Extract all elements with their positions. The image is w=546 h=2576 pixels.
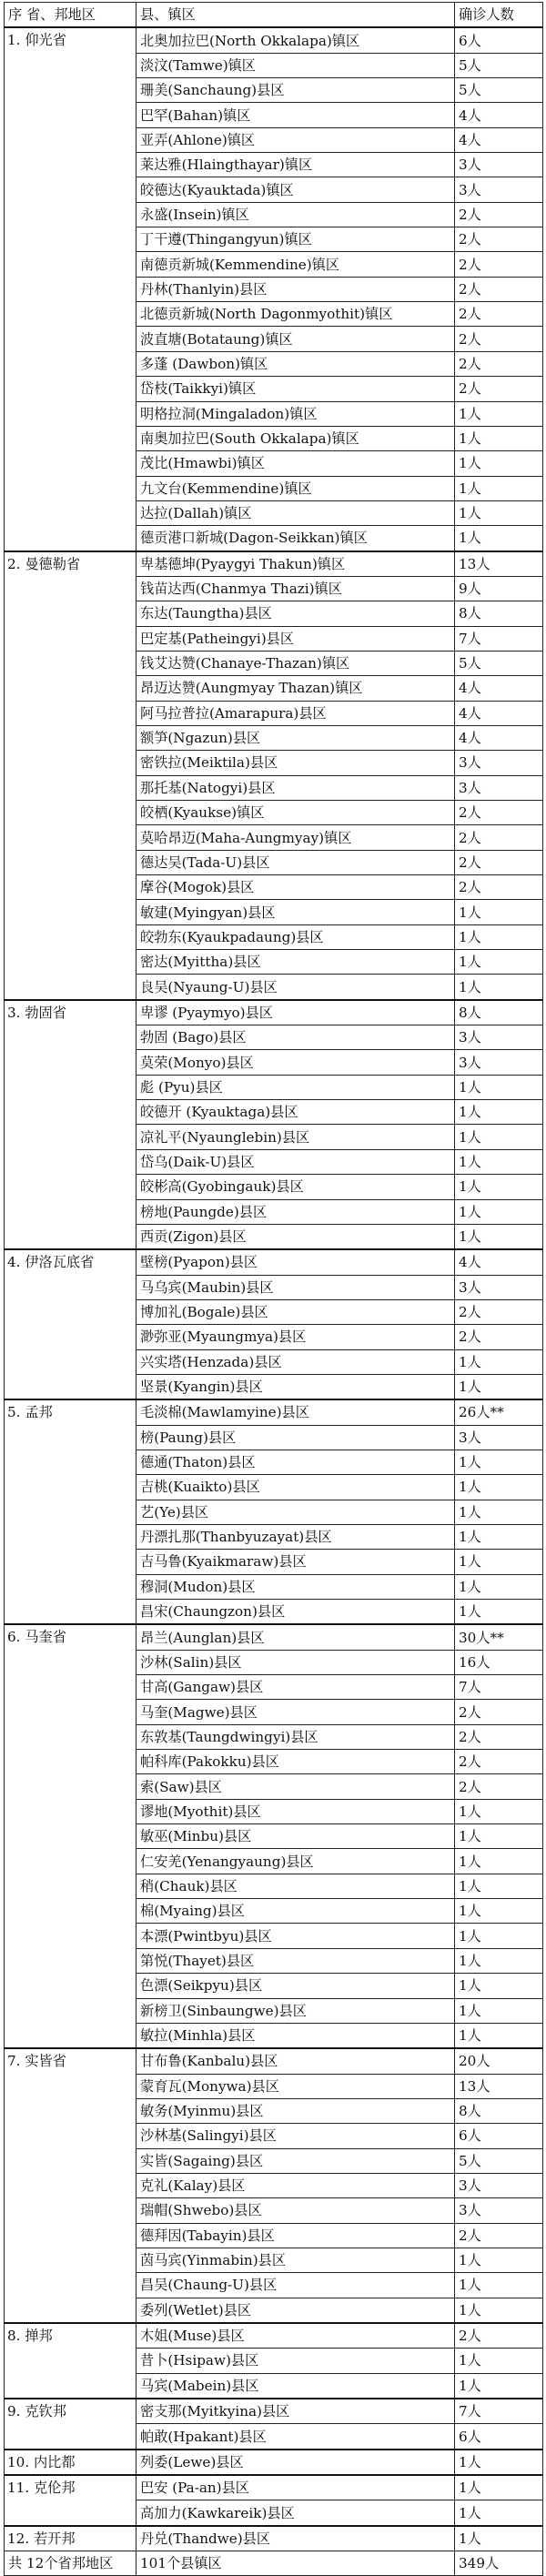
town-cell: 昂迈达赞(Aungmyay Thazan)镇区 — [136, 676, 455, 701]
count-cell: 1人 — [455, 1125, 543, 1149]
town-cell: 沙林基(Salingyi)县区 — [136, 2124, 455, 2148]
table-row — [5, 2399, 543, 2424]
town-cell: 索(Saw)县区 — [136, 1774, 455, 1799]
table-row — [5, 2450, 543, 2475]
town-cell: 永盛(Insein)镇区 — [136, 202, 455, 227]
count-cell: 3人 — [455, 177, 543, 202]
count-cell: 1人 — [455, 1550, 543, 1574]
count-cell: 1人 — [455, 1574, 543, 1599]
count-cell: 1人 — [455, 1799, 543, 1823]
count-cell: 7人 — [455, 1675, 543, 1700]
town-cell: 敏巫(Minbu)县区 — [136, 1824, 455, 1849]
town-cell: 昂兰(Aunglan)县区 — [136, 1624, 455, 1650]
count-cell: 16人 — [455, 1650, 543, 1674]
count-cell: 2人 — [455, 277, 543, 301]
count-cell: 3人 — [455, 1275, 543, 1299]
town-cell: 皎勃东(Kyaukpadaung)县区 — [136, 924, 455, 949]
town-cell: 第悦(Thayet)县区 — [136, 1948, 455, 1973]
town-cell: 瑞帽(Shwebo)县区 — [136, 2198, 455, 2223]
count-cell: 2人 — [455, 327, 543, 351]
region-cell: 9. 克钦邦 — [5, 2399, 136, 2450]
header-region: 序 省、邦地区 — [5, 3, 136, 28]
region-cell: 10. 内比都 — [5, 2450, 136, 2475]
town-cell: 钱艾达赞(Chanaye-Thazan)镇区 — [136, 651, 455, 675]
town-cell: 岱乌(Daik-U)县区 — [136, 1149, 455, 1174]
town-cell: 列委(Lewe)县区 — [136, 2450, 455, 2475]
count-cell: 4人 — [455, 701, 543, 725]
town-cell: 明格拉洞(Mingaladon)镇区 — [136, 401, 455, 426]
table-header-row — [5, 3, 543, 28]
town-cell: 莫荣(Monyo)县区 — [136, 1050, 455, 1075]
count-cell: 30人** — [455, 1624, 543, 1650]
town-cell: 九文台(Kemmendine)镇区 — [136, 476, 455, 500]
count-cell: 26人** — [455, 1399, 543, 1425]
count-cell: 1人 — [455, 2349, 543, 2373]
region-cell: 8. 掸邦 — [5, 2323, 136, 2399]
count-cell: 3人 — [455, 153, 543, 177]
count-cell: 2人 — [455, 351, 543, 376]
count-cell: 1人 — [455, 975, 543, 1000]
town-cell: 棉(Myaing)县区 — [136, 1899, 455, 1924]
count-cell: 2人 — [455, 1724, 543, 1749]
town-cell: 西贡(Zigon)县区 — [136, 1224, 455, 1249]
region-cell: 6. 马奎省 — [5, 1624, 136, 2048]
town-cell: 茵马宾(Yinmabin)县区 — [136, 2248, 455, 2272]
town-cell: 穆洞(Mudon)县区 — [136, 1574, 455, 1599]
count-cell: 3人 — [455, 1050, 543, 1075]
town-cell: 吉桃(Kuaikto)县区 — [136, 1475, 455, 1500]
count-cell: 1人 — [455, 1974, 543, 1998]
count-cell: 2人 — [455, 2323, 543, 2349]
town-cell: 沙林(Salin)县区 — [136, 1650, 455, 1674]
case-table-container — [4, 2, 542, 2576]
town-cell: 博加礼(Bogale)县区 — [136, 1299, 455, 1324]
town-cell: 稍(Chauk)县区 — [136, 1874, 455, 1898]
town-cell: 彪 (Pyu)县区 — [136, 1075, 455, 1099]
town-cell: 皎彬高(Gyobingauk)县区 — [136, 1175, 455, 1199]
count-cell: 6人 — [455, 2424, 543, 2450]
count-cell: 20人 — [455, 2048, 543, 2074]
town-cell: 蒙育瓦(Monywa)县区 — [136, 2074, 455, 2098]
count-cell: 4人 — [455, 725, 543, 750]
town-cell: 淡汶(Tamwe)镇区 — [136, 53, 455, 77]
table-body — [5, 27, 543, 2551]
header-count: 确诊人数 — [455, 3, 543, 28]
count-cell: 6人 — [455, 2124, 543, 2148]
town-cell: 吉马鲁(Kyaikmaraw)县区 — [136, 1550, 455, 1574]
region-cell: 4. 伊洛瓦底省 — [5, 1249, 136, 1399]
count-cell: 1人 — [455, 1849, 543, 1874]
town-cell: 马宾(Mabein)县区 — [136, 2373, 455, 2399]
town-cell: 达拉(Dallah)镇区 — [136, 500, 455, 525]
town-cell: 珊美(Sanchaung)县区 — [136, 78, 455, 103]
count-cell: 3人 — [455, 751, 543, 775]
count-cell: 1人 — [455, 401, 543, 426]
town-cell: 茂比(Hmawbi)镇区 — [136, 451, 455, 476]
table-row — [5, 1399, 543, 1425]
town-cell: 密铁拉(Meiktila)县区 — [136, 751, 455, 775]
town-cell: 多蓬 (Dawbon)镇区 — [136, 351, 455, 376]
town-cell: 皎德开 (Kyauktaga)县区 — [136, 1100, 455, 1125]
town-cell: 榜地(Paungde)县区 — [136, 1199, 455, 1224]
count-cell: 2人 — [455, 252, 543, 277]
count-cell: 7人 — [455, 2399, 543, 2424]
region-cell: 7. 实皆省 — [5, 2048, 136, 2323]
count-cell: 1人 — [455, 1924, 543, 1948]
town-cell: 岱枝(Taikkyi)镇区 — [136, 377, 455, 401]
town-cell: 北德贡新城(North Dagonmyothit)镇区 — [136, 302, 455, 327]
region-cell: 5. 孟邦 — [5, 1399, 136, 1624]
count-cell: 2人 — [455, 202, 543, 227]
total-town: 101个县镇区 — [136, 2551, 455, 2576]
town-cell: 亚弄(Ahlone)镇区 — [136, 127, 455, 152]
count-cell: 2人 — [455, 1774, 543, 1799]
count-cell: 1人 — [455, 526, 543, 551]
town-cell: 额笋(Ngazun)县区 — [136, 725, 455, 750]
count-cell: 2人 — [455, 850, 543, 874]
town-cell: 密支那(Myitkyina)县区 — [136, 2399, 455, 2424]
town-cell: 凉礼平(Nyaunglebin)县区 — [136, 1125, 455, 1149]
town-cell: 巴罕(Bahan)镇区 — [136, 103, 455, 127]
town-cell: 北奥加拉巴(North Okkalapa)镇区 — [136, 27, 455, 53]
town-cell: 敏建(Myingyan)县区 — [136, 900, 455, 924]
count-cell: 1人 — [455, 1998, 543, 2023]
town-cell: 南奥加拉巴(South Okkalapa)镇区 — [136, 426, 455, 450]
town-cell: 甘高(Gangaw)县区 — [136, 1675, 455, 1700]
count-cell: 1人 — [455, 2248, 543, 2272]
town-cell: 皎德达(Kyauktada)镇区 — [136, 177, 455, 202]
count-cell: 13人 — [455, 551, 543, 577]
town-cell: 昌宋(Chaungzon)县区 — [136, 1600, 455, 1625]
town-cell: 渺弥亚(Myaungmya)县区 — [136, 1325, 455, 1349]
town-cell: 德拜因(Tabayin)县区 — [136, 2223, 455, 2248]
table-row — [5, 2526, 543, 2551]
count-cell: 1人 — [455, 1374, 543, 1399]
count-cell: 3人 — [455, 1425, 543, 1450]
region-cell: 3. 勃固省 — [5, 1000, 136, 1249]
town-cell: 敏务(Myinmu)县区 — [136, 2098, 455, 2123]
count-cell: 1人 — [455, 451, 543, 476]
town-cell: 阿马拉普拉(Amarapura)县区 — [136, 701, 455, 725]
count-cell: 6人 — [455, 27, 543, 53]
count-cell: 1人 — [455, 1948, 543, 1973]
count-cell: 1人 — [455, 950, 543, 975]
town-cell: 昔卜(Hsipaw)县区 — [136, 2349, 455, 2373]
town-cell: 卑基德坤(Pyaygyi Thakun)镇区 — [136, 551, 455, 577]
count-cell: 5人 — [455, 78, 543, 103]
count-cell: 1人 — [455, 426, 543, 450]
count-cell: 5人 — [455, 651, 543, 675]
count-cell: 1人 — [455, 1075, 543, 1099]
count-cell: 1人 — [455, 2500, 543, 2526]
count-cell: 4人 — [455, 676, 543, 701]
town-cell: 壁榜(Pyapon)县区 — [136, 1249, 455, 1275]
region-cell: 2. 曼德勒省 — [5, 551, 136, 1000]
count-cell: 3人 — [455, 1025, 543, 1050]
town-cell: 德通(Thaton)县区 — [136, 1450, 455, 1474]
count-cell: 1人 — [455, 1100, 543, 1125]
town-cell: 丹林(Thanlyin)县区 — [136, 277, 455, 301]
total-count: 349人 — [455, 2551, 543, 2576]
count-cell: 1人 — [455, 1600, 543, 1625]
count-cell: 1人 — [455, 2450, 543, 2475]
town-cell: 昌吴(Chaung-U)县区 — [136, 2273, 455, 2298]
table-row — [5, 1249, 543, 1275]
count-cell: 8人 — [455, 601, 543, 626]
count-cell: 8人 — [455, 2098, 543, 2123]
count-cell: 2人 — [455, 227, 543, 252]
count-cell: 1人 — [455, 1899, 543, 1924]
town-cell: 帕科库(Pakokku)县区 — [136, 1750, 455, 1774]
region-cell: 12. 若开邦 — [5, 2526, 136, 2551]
town-cell: 帕敢(Hpakant)县区 — [136, 2424, 455, 2450]
town-cell: 本漂(Pwintbyu)县区 — [136, 1924, 455, 1948]
count-cell: 1人 — [455, 2475, 543, 2500]
town-cell: 南德贡新城(Kemmendine)镇区 — [136, 252, 455, 277]
town-cell: 莫哈昂迈(Maha-Aungmyay)镇区 — [136, 825, 455, 850]
count-cell: 5人 — [455, 53, 543, 77]
count-cell: 2人 — [455, 302, 543, 327]
town-cell: 摩谷(Mogok)县区 — [136, 875, 455, 900]
count-cell: 2人 — [455, 801, 543, 825]
town-cell: 木姐(Muse)县区 — [136, 2323, 455, 2349]
town-cell: 坚景(Kyangin)县区 — [136, 1374, 455, 1399]
town-cell: 勃固 (Bago)县区 — [136, 1025, 455, 1050]
town-cell: 实皆(Sagaing)县区 — [136, 2148, 455, 2173]
count-cell: 2人 — [455, 1299, 543, 1324]
town-cell: 马乌宾(Maubin)县区 — [136, 1275, 455, 1299]
count-cell: 1人 — [455, 500, 543, 525]
count-cell: 1人 — [455, 2373, 543, 2399]
table-row — [5, 2323, 543, 2349]
town-cell: 敏拉(Minhla)县区 — [136, 2023, 455, 2048]
town-cell: 艺(Ye)县区 — [136, 1500, 455, 1524]
count-cell: 2人 — [455, 1700, 543, 1724]
table-row — [5, 551, 543, 577]
town-cell: 那托基(Natogyi)县区 — [136, 775, 455, 800]
town-cell: 巴定基(Patheingyi)县区 — [136, 626, 455, 651]
town-cell: 谬地(Myothit)县区 — [136, 1799, 455, 1823]
count-cell: 1人 — [455, 1524, 543, 1549]
town-cell: 马奎(Magwe)县区 — [136, 1700, 455, 1724]
count-cell: 1人 — [455, 1199, 543, 1224]
count-cell: 1人 — [455, 1475, 543, 1500]
count-cell: 2人 — [455, 377, 543, 401]
total-region: 共 12个省邦地区 — [5, 2551, 136, 2576]
town-cell: 兴实塔(Henzada)县区 — [136, 1349, 455, 1374]
count-cell: 1人 — [455, 1874, 543, 1898]
count-cell: 1人 — [455, 476, 543, 500]
town-cell: 德贡港口新城(Dagon-Seikkan)镇区 — [136, 526, 455, 551]
table-row — [5, 2048, 543, 2074]
town-cell: 东达(Taungtha)县区 — [136, 601, 455, 626]
count-cell: 1人 — [455, 1349, 543, 1374]
count-cell: 1人 — [455, 2023, 543, 2048]
count-cell: 3人 — [455, 775, 543, 800]
count-cell: 1人 — [455, 900, 543, 924]
town-cell: 巴安 (Pa-an)县区 — [136, 2475, 455, 2500]
count-cell: 1人 — [455, 2526, 543, 2551]
table-row — [5, 27, 543, 53]
town-cell: 榜(Paung)县区 — [136, 1425, 455, 1450]
case-table — [4, 2, 543, 2576]
town-cell: 克礼(Kalay)县区 — [136, 2173, 455, 2197]
count-cell: 2人 — [455, 2223, 543, 2248]
town-cell: 丹兑(Thandwe)县区 — [136, 2526, 455, 2551]
region-cell: 1. 仰光省 — [5, 27, 136, 551]
town-cell: 密达(Myittha)县区 — [136, 950, 455, 975]
table-row — [5, 1624, 543, 1650]
count-cell: 2人 — [455, 1325, 543, 1349]
count-cell: 1人 — [455, 1450, 543, 1474]
town-cell: 新榜卫(Sinbaungwe)县区 — [136, 1998, 455, 2023]
count-cell: 7人 — [455, 626, 543, 651]
count-cell: 1人 — [455, 1224, 543, 1249]
count-cell: 5人 — [455, 2148, 543, 2173]
region-cell: 11. 克伦邦 — [5, 2475, 136, 2526]
count-cell: 13人 — [455, 2074, 543, 2098]
town-cell: 色漂(Seikpyu)县区 — [136, 1974, 455, 1998]
town-cell: 皎栖(Kyaukse)镇区 — [136, 801, 455, 825]
count-cell: 2人 — [455, 825, 543, 850]
table-row — [5, 2475, 543, 2500]
count-cell: 3人 — [455, 2198, 543, 2223]
count-cell: 4人 — [455, 127, 543, 152]
town-cell: 卑谬 (Pyaymyo)县区 — [136, 1000, 455, 1025]
count-cell: 2人 — [455, 875, 543, 900]
count-cell: 1人 — [455, 2273, 543, 2298]
town-cell: 东敦基(Taungdwingyi)县区 — [136, 1724, 455, 1749]
town-cell: 钱苗达西(Chanmya Thazi)镇区 — [136, 576, 455, 601]
count-cell: 4人 — [455, 103, 543, 127]
count-cell: 1人 — [455, 924, 543, 949]
town-cell: 德达吴(Tada-U)县区 — [136, 850, 455, 874]
town-cell: 莱达雅(Hlaingthayar)镇区 — [136, 153, 455, 177]
count-cell: 1人 — [455, 2298, 543, 2323]
town-cell: 丁干遵(Thingangyun)镇区 — [136, 227, 455, 252]
count-cell: 1人 — [455, 1175, 543, 1199]
header-town: 县、镇区 — [136, 3, 455, 28]
count-cell: 8人 — [455, 1000, 543, 1025]
town-cell: 良吴(Nyaung-U)县区 — [136, 975, 455, 1000]
count-cell: 1人 — [455, 1149, 543, 1174]
count-cell: 3人 — [455, 2173, 543, 2197]
count-cell: 2人 — [455, 1750, 543, 1774]
town-cell: 毛淡棉(Mawlamyine)县区 — [136, 1399, 455, 1425]
town-cell: 甘布鲁(Kanbalu)县区 — [136, 2048, 455, 2074]
town-cell: 波直塘(Botataung)镇区 — [136, 327, 455, 351]
total-row — [5, 2551, 543, 2576]
count-cell: 9人 — [455, 576, 543, 601]
town-cell: 仁安羌(Yenangyaung)县区 — [136, 1849, 455, 1874]
town-cell: 高加力(Kawkareik)县区 — [136, 2500, 455, 2526]
town-cell: 委列(Wetlet)县区 — [136, 2298, 455, 2323]
count-cell: 1人 — [455, 1824, 543, 1849]
count-cell: 4人 — [455, 1249, 543, 1275]
table-row — [5, 1000, 543, 1025]
town-cell: 丹漂扎那(Thanbyuzayat)县区 — [136, 1524, 455, 1549]
count-cell: 1人 — [455, 1500, 543, 1524]
